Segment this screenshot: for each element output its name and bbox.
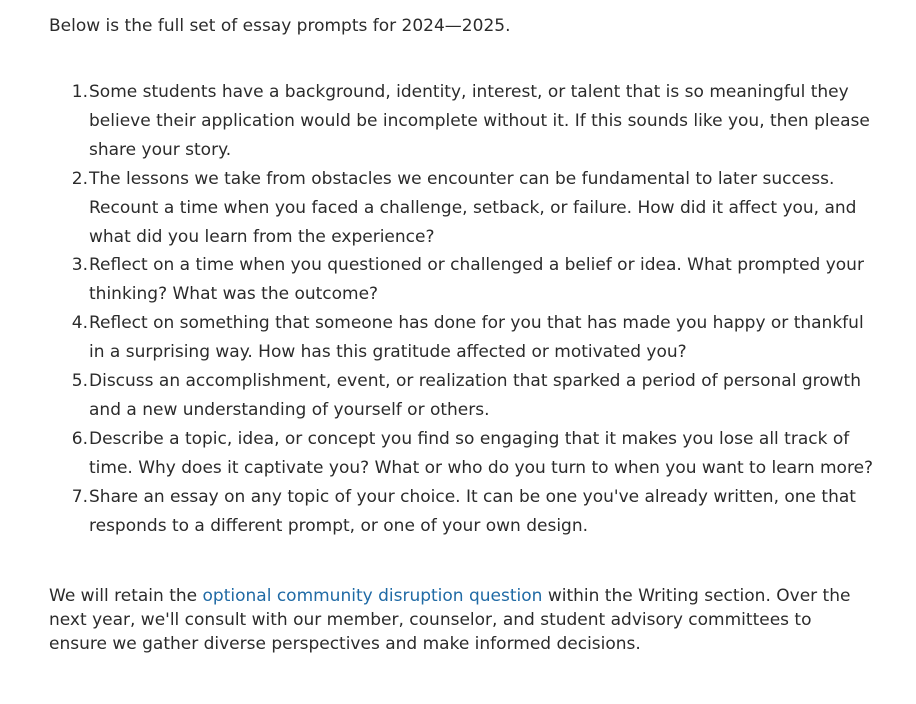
closing-paragraph: [49, 584, 864, 656]
prompt-item-1: [71, 78, 874, 165]
prompt-number: 2.: [71, 168, 88, 189]
prompt-item-4: [71, 309, 874, 367]
prompt-text: Share an essay on any topic of your choice. It can be one you've already written, one that responds to a different prompt, or one of your own design.: [89, 486, 856, 536]
prompt-item-6: [71, 425, 874, 483]
prompt-number: 1.: [71, 82, 88, 102]
prompt-text: Some students have a background, identity, interest, or talent that is so meaningful they believe their application would be incomplete without it. If this sounds like you, then please share your story.: [89, 82, 870, 160]
prompt-item-7: [71, 483, 874, 541]
closing-text-before-link: We will retain the: [49, 586, 203, 606]
prompt-number: 3.: [71, 255, 88, 276]
community-disruption-question-link[interactable]: optional community disruption question: [202, 586, 543, 606]
prompt-item-2: [71, 165, 874, 252]
prompt-item-3: [71, 251, 874, 309]
prompt-text: Describe a topic, idea, or concept you find so engaging that it makes you lose all track of time. Why does it captivate you? What or who do you turn to when you want to learn more?: [89, 428, 874, 478]
essay-prompt-list: [71, 78, 874, 541]
prompt-number: 4.: [71, 313, 88, 334]
intro-paragraph: Below is the full set of essay prompts for 2024—2025.: [49, 16, 511, 36]
closing-text-after-link: within the Writing section. Over the next year, we'll consult with our member, counselor, and student advisory committees to ensure we gather diverse perspectives and make informed decisions.: [49, 586, 851, 654]
prompt-number: 7.: [71, 486, 88, 507]
prompt-number: 5.: [71, 371, 88, 392]
prompt-text: Reflect on something that someone has done for you that has made you happy or thankful in a surprising way. How has this gratitude affected or motivated you?: [89, 313, 864, 363]
prompt-item-5: [71, 367, 874, 425]
prompt-text: Discuss an accomplishment, event, or realization that sparked a period of personal growth and a new understanding of yourself or others.: [89, 371, 861, 420]
prompt-text: Reflect on a time when you questioned or challenged a belief or idea. What prompted your thinking? What was the outcome?: [89, 255, 864, 305]
prompt-number: 6.: [71, 428, 88, 449]
prompt-text: The lessons we take from obstacles we encounter can be fundamental to later success. Recount a time when you faced a challenge, setback, or failure. How did it affect you, and what did you learn from the experience?: [89, 168, 857, 247]
